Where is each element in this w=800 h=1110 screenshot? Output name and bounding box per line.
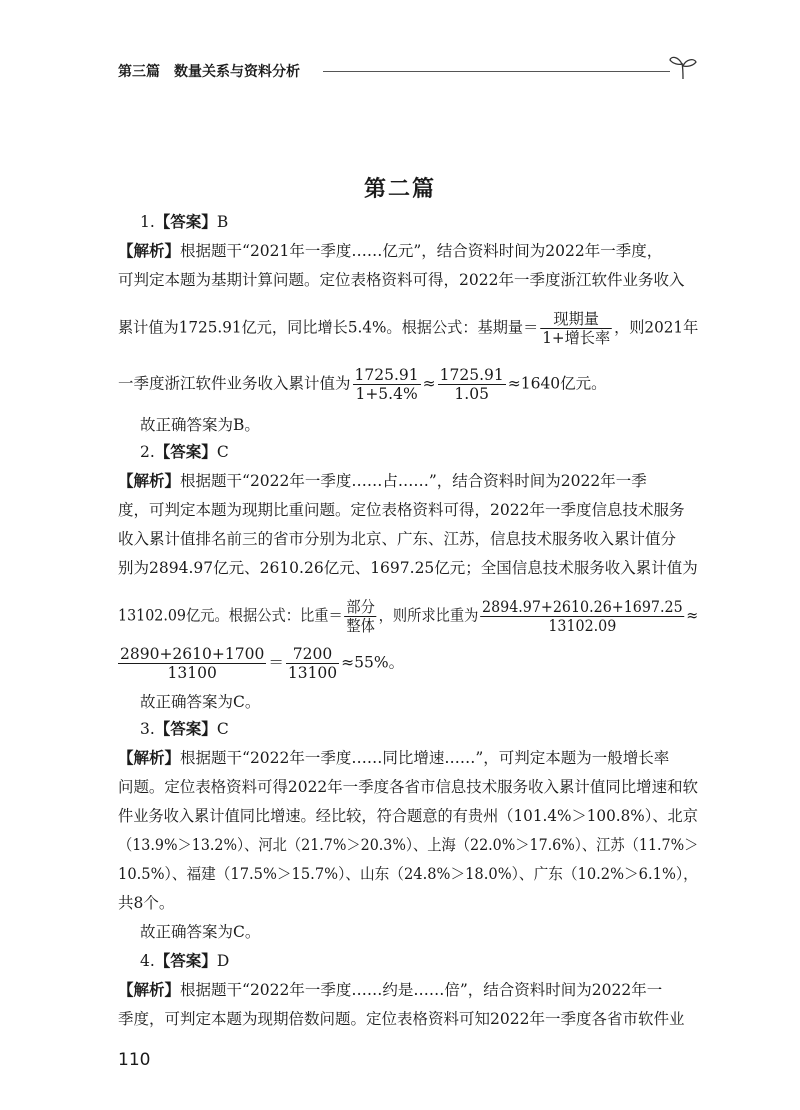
q4-answer: 4.【答案】D: [140, 951, 230, 970]
q2-analysis-line-5: 13102.09亿元。根据公式：比重＝ $\frac{\text{部分}}{\text{整体}}$ ，则所求比重为 $\frac{2894.97+2610.26+1697.25}{13102.09}$ ≈: [118, 598, 699, 635]
q3-answer: 3.【答案】C: [140, 719, 229, 738]
q1-analysis-line-4: 一季度浙江软件业务收入累计值为 $\frac{1725.91}{1+5.4\%}$ ≈ $\frac{1725.91}{1.05}$ ≈1640亿元。: [118, 366, 607, 403]
q2-analysis-line-4: 别为2894.97亿元、2610.26亿元、1697.25亿元；全国信息技术服务收入累计值为: [118, 559, 698, 577]
q1-analysis-line-3: 累计值为1725.91亿元，同比增长5.4%。根据公式：基期量＝ $\frac{\text{现期量}}{\text{1+增长率}}$ ，则2021年: [118, 310, 699, 347]
q3-analysis-line-2: 问题。定位表格资料可得2022年一季度各省市信息技术服务收入累计值同比增速和软: [118, 778, 698, 796]
q2-analysis-line-6: $\frac{2890+2610+1700}{13100}$ ＝ $\frac{7200}{13100}$ ≈55%。: [120, 645, 405, 682]
q1-calc-fraction-2: $\frac{1725.91}{1.05}$: [439, 366, 504, 403]
q2-formula-fraction: $\frac{\text{部分}}{\text{整体}}$: [346, 598, 375, 635]
q3-analysis-line-3: 件业务收入累计值同比增速。经比较，符合题意的有贵州（101.4%＞100.8%）、北京: [118, 807, 698, 825]
header-rule: [323, 71, 670, 72]
q1-conclusion: 故正确答案为B。: [140, 416, 260, 434]
q2-analysis-line-2: 度，可判定本题为现期比重问题。定位表格资料可得，2022年一季度信息技术服务: [118, 501, 685, 519]
q4-analysis-line-2: 季度，可判定本题为现期倍数问题。定位表格资料可知2022年一季度各省市软件业: [118, 1010, 685, 1028]
q2-analysis-line-3: 收入累计值排名前三的省市分别为北京、广东、江苏，信息技术服务收入累计值分: [118, 530, 677, 548]
answer-content: [118, 208, 698, 1038]
q2-calc-fraction-2: $\frac{2890+2610+1700}{13100}$: [120, 645, 265, 682]
section-title: 第二篇: [363, 176, 436, 202]
q3-conclusion: 故正确答案为C。: [140, 923, 261, 941]
q2-calc-fraction-1: $\frac{2894.97+2610.26+1697.25}{13102.09}$: [482, 598, 683, 635]
q4-analysis-line-1: 【解析】根据题干“2022年一季度……约是……倍”，结合资料时间为2022年一: [118, 980, 663, 999]
q2-answer: 2.【答案】C: [140, 442, 229, 461]
q3-analysis-line-1: 【解析】根据题干“2022年一季度……同比增速……”，可判定本题为一般增长率: [118, 748, 670, 767]
page-number: 110: [118, 1050, 151, 1070]
sprout-icon: [668, 54, 698, 80]
q2-analysis-line-1: 【解析】根据题干“2022年一季度……占……”，结合资料时间为2022年一季: [118, 471, 647, 490]
q1-answer: 1.【答案】B: [140, 212, 229, 231]
q3-analysis-line-6: 共8个。: [118, 894, 175, 912]
q1-formula-fraction: $\frac{\text{现期量}}{\text{1+增长率}}$: [542, 310, 611, 347]
q1-analysis-line-2: 可判定本题为基期计算问题。定位表格资料可得，2022年一季度浙江软件业务收入: [118, 271, 685, 289]
header-title: 第三篇 数量关系与资料分析: [118, 64, 300, 80]
q1-analysis-line-1: 【解析】根据题干“2021年一季度……亿元”，结合资料时间为2022年一季度，: [118, 241, 663, 260]
q1-calc-fraction-1: $\frac{1725.91}{1+5.4\%}$: [354, 366, 419, 403]
q2-conclusion: 故正确答案为C。: [140, 693, 261, 711]
q3-analysis-line-4: （13.9%＞13.2%）、河北（21.7%＞20.3%）、上海（22.0%＞17.6%）、江苏（11.7%＞: [118, 836, 699, 854]
running-header: [118, 58, 698, 82]
q3-analysis-line-5: 10.5%）、福建（17.5%＞15.7%）、山东（24.8%＞18.0%）、广东（10.2%＞6.1%），: [118, 865, 698, 883]
q2-calc-fraction-3: $\frac{7200}{13100}$: [287, 645, 338, 682]
